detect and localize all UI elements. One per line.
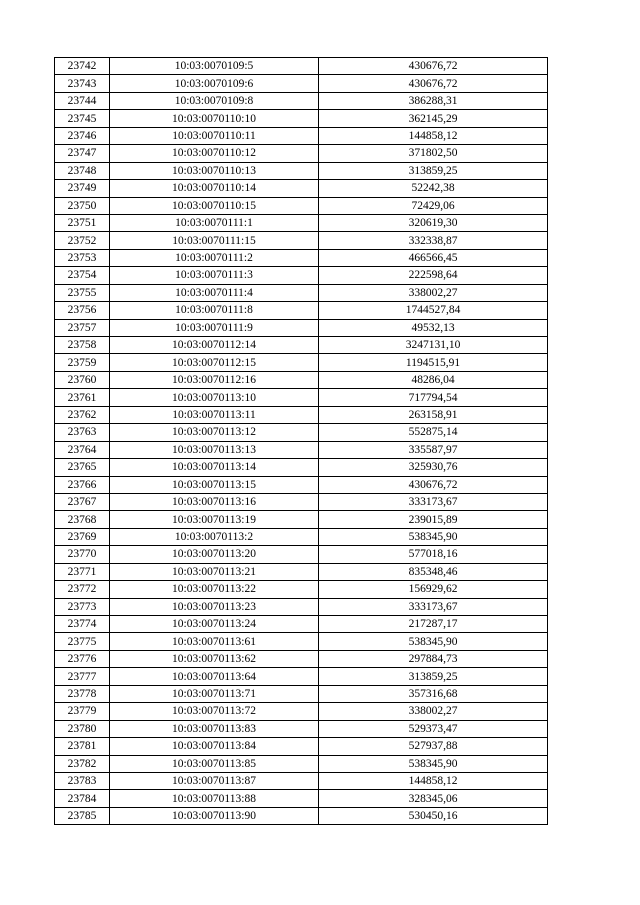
table-row — [55, 197, 548, 214]
value-cell: 297884,73 — [319, 650, 548, 667]
row-number-cell: 23764 — [55, 441, 110, 458]
cadastral-number-cell: 10:03:0070113:15 — [110, 476, 319, 493]
row-number-cell: 23770 — [55, 546, 110, 563]
table-row — [55, 598, 548, 615]
table-row — [55, 75, 548, 92]
value-cell: 430676,72 — [319, 58, 548, 75]
value-cell: 320619,30 — [319, 214, 548, 231]
table-row — [55, 668, 548, 685]
value-cell: 1744527,84 — [319, 302, 548, 319]
table-row — [55, 807, 548, 824]
cadastral-number-cell: 10:03:0070113:83 — [110, 720, 319, 737]
value-cell: 577018,16 — [319, 546, 548, 563]
row-number-cell: 23743 — [55, 75, 110, 92]
value-cell: 357316,68 — [319, 685, 548, 702]
cadastral-number-cell: 10:03:0070109:5 — [110, 58, 319, 75]
row-number-cell: 23748 — [55, 162, 110, 179]
row-number-cell: 23756 — [55, 302, 110, 319]
value-cell: 527937,88 — [319, 738, 548, 755]
row-number-cell: 23745 — [55, 110, 110, 127]
cadastral-number-cell: 10:03:0070111:3 — [110, 267, 319, 284]
table-row — [55, 772, 548, 789]
table-row — [55, 755, 548, 772]
table-row — [55, 790, 548, 807]
table-row — [55, 232, 548, 249]
table-row — [55, 319, 548, 336]
row-number-cell: 23785 — [55, 807, 110, 824]
row-number-cell: 23763 — [55, 424, 110, 441]
value-cell: 1194515,91 — [319, 354, 548, 371]
table-row — [55, 441, 548, 458]
cadastral-number-cell: 10:03:0070113:13 — [110, 441, 319, 458]
cadastral-number-cell: 10:03:0070112:14 — [110, 337, 319, 354]
value-cell: 313859,25 — [319, 162, 548, 179]
row-number-cell: 23742 — [55, 58, 110, 75]
row-number-cell: 23776 — [55, 650, 110, 667]
value-cell: 538345,90 — [319, 633, 548, 650]
row-number-cell: 23753 — [55, 249, 110, 266]
value-cell: 371802,50 — [319, 145, 548, 162]
table-row — [55, 284, 548, 301]
cadastral-number-cell: 10:03:0070110:12 — [110, 145, 319, 162]
value-cell: 325930,76 — [319, 459, 548, 476]
cadastral-number-cell: 10:03:0070109:8 — [110, 92, 319, 109]
table-row — [55, 249, 548, 266]
table-row — [55, 406, 548, 423]
value-cell: 263158,91 — [319, 406, 548, 423]
value-cell: 430676,72 — [319, 75, 548, 92]
table-row — [55, 703, 548, 720]
row-number-cell: 23749 — [55, 180, 110, 197]
cadastral-number-cell: 10:03:0070110:14 — [110, 180, 319, 197]
value-cell: 3247131,10 — [319, 337, 548, 354]
cadastral-number-cell: 10:03:0070113:88 — [110, 790, 319, 807]
table-row — [55, 528, 548, 545]
value-cell: 217287,17 — [319, 616, 548, 633]
value-cell: 335587,97 — [319, 441, 548, 458]
value-cell: 48286,04 — [319, 371, 548, 388]
cadastral-number-cell: 10:03:0070113:16 — [110, 493, 319, 510]
value-cell: 530450,16 — [319, 807, 548, 824]
row-number-cell: 23758 — [55, 337, 110, 354]
row-number-cell: 23760 — [55, 371, 110, 388]
table-row — [55, 720, 548, 737]
cadastral-number-cell: 10:03:0070113:24 — [110, 616, 319, 633]
cadastral-number-cell: 10:03:0070113:2 — [110, 528, 319, 545]
value-cell: 338002,27 — [319, 284, 548, 301]
row-number-cell: 23783 — [55, 772, 110, 789]
table-row — [55, 180, 548, 197]
cadastral-number-cell: 10:03:0070113:22 — [110, 581, 319, 598]
row-number-cell: 23757 — [55, 319, 110, 336]
row-number-cell: 23744 — [55, 92, 110, 109]
table-row — [55, 389, 548, 406]
table-row — [55, 633, 548, 650]
cadastral-number-cell: 10:03:0070109:6 — [110, 75, 319, 92]
value-cell: 333173,67 — [319, 493, 548, 510]
row-number-cell: 23747 — [55, 145, 110, 162]
row-number-cell: 23780 — [55, 720, 110, 737]
cadastral-number-cell: 10:03:0070113:19 — [110, 511, 319, 528]
row-number-cell: 23768 — [55, 511, 110, 528]
value-cell: 49532,13 — [319, 319, 548, 336]
row-number-cell: 23752 — [55, 232, 110, 249]
row-number-cell: 23761 — [55, 389, 110, 406]
row-number-cell: 23781 — [55, 738, 110, 755]
cadastral-number-cell: 10:03:0070111:2 — [110, 249, 319, 266]
table-row — [55, 738, 548, 755]
cadastral-number-cell: 10:03:0070113:12 — [110, 424, 319, 441]
table-row — [55, 110, 548, 127]
table-row — [55, 92, 548, 109]
row-number-cell: 23767 — [55, 493, 110, 510]
table-row — [55, 424, 548, 441]
table-row — [55, 267, 548, 284]
cadastral-number-cell: 10:03:0070113:14 — [110, 459, 319, 476]
table-row — [55, 162, 548, 179]
table-row — [55, 511, 548, 528]
table-row — [55, 371, 548, 388]
table-row — [55, 337, 548, 354]
table-row — [55, 58, 548, 75]
table-row — [55, 459, 548, 476]
value-cell: 156929,62 — [319, 581, 548, 598]
row-number-cell: 23754 — [55, 267, 110, 284]
value-cell: 529373,47 — [319, 720, 548, 737]
row-number-cell: 23766 — [55, 476, 110, 493]
row-number-cell: 23750 — [55, 197, 110, 214]
row-number-cell: 23755 — [55, 284, 110, 301]
cadastral-number-cell: 10:03:0070110:10 — [110, 110, 319, 127]
cadastral-number-cell: 10:03:0070113:84 — [110, 738, 319, 755]
row-number-cell: 23778 — [55, 685, 110, 702]
row-number-cell: 23779 — [55, 703, 110, 720]
table-row — [55, 354, 548, 371]
cadastral-number-cell: 10:03:0070113:62 — [110, 650, 319, 667]
value-cell: 835348,46 — [319, 563, 548, 580]
cadastral-number-cell: 10:03:0070113:71 — [110, 685, 319, 702]
value-cell: 466566,45 — [319, 249, 548, 266]
cadastral-number-cell: 10:03:0070112:15 — [110, 354, 319, 371]
value-cell: 222598,64 — [319, 267, 548, 284]
row-number-cell: 23772 — [55, 581, 110, 598]
cadastral-number-cell: 10:03:0070111:4 — [110, 284, 319, 301]
table-row — [55, 616, 548, 633]
data-table — [54, 57, 548, 825]
cadastral-number-cell: 10:03:0070113:10 — [110, 389, 319, 406]
cadastral-number-cell: 10:03:0070113:90 — [110, 807, 319, 824]
value-cell: 386288,31 — [319, 92, 548, 109]
table-row — [55, 546, 548, 563]
value-cell: 239015,89 — [319, 511, 548, 528]
cadastral-number-cell: 10:03:0070113:61 — [110, 633, 319, 650]
cadastral-number-cell: 10:03:0070113:11 — [110, 406, 319, 423]
value-cell: 538345,90 — [319, 755, 548, 772]
cadastral-number-cell: 10:03:0070113:21 — [110, 563, 319, 580]
cadastral-number-cell: 10:03:0070113:23 — [110, 598, 319, 615]
value-cell: 72429,06 — [319, 197, 548, 214]
value-cell: 328345,06 — [319, 790, 548, 807]
value-cell: 717794,54 — [319, 389, 548, 406]
table-row — [55, 563, 548, 580]
row-number-cell: 23774 — [55, 616, 110, 633]
value-cell: 552875,14 — [319, 424, 548, 441]
cadastral-number-cell: 10:03:0070111:15 — [110, 232, 319, 249]
row-number-cell: 23777 — [55, 668, 110, 685]
row-number-cell: 23762 — [55, 406, 110, 423]
value-cell: 362145,29 — [319, 110, 548, 127]
value-cell: 52242,38 — [319, 180, 548, 197]
value-cell: 313859,25 — [319, 668, 548, 685]
row-number-cell: 23746 — [55, 127, 110, 144]
row-number-cell: 23782 — [55, 755, 110, 772]
cadastral-number-cell: 10:03:0070110:13 — [110, 162, 319, 179]
cadastral-number-cell: 10:03:0070110:15 — [110, 197, 319, 214]
value-cell: 430676,72 — [319, 476, 548, 493]
table-body — [55, 58, 548, 825]
row-number-cell: 23784 — [55, 790, 110, 807]
row-number-cell: 23765 — [55, 459, 110, 476]
cadastral-number-cell: 10:03:0070113:72 — [110, 703, 319, 720]
row-number-cell: 23775 — [55, 633, 110, 650]
table-row — [55, 581, 548, 598]
cadastral-number-cell: 10:03:0070113:64 — [110, 668, 319, 685]
row-number-cell: 23773 — [55, 598, 110, 615]
table-row — [55, 214, 548, 231]
value-cell: 338002,27 — [319, 703, 548, 720]
cadastral-number-cell: 10:03:0070110:11 — [110, 127, 319, 144]
row-number-cell: 23751 — [55, 214, 110, 231]
table-row — [55, 145, 548, 162]
table-row — [55, 685, 548, 702]
value-cell: 332338,87 — [319, 232, 548, 249]
cadastral-number-cell: 10:03:0070111:9 — [110, 319, 319, 336]
table-row — [55, 650, 548, 667]
cadastral-number-cell: 10:03:0070113:20 — [110, 546, 319, 563]
row-number-cell: 23759 — [55, 354, 110, 371]
row-number-cell: 23771 — [55, 563, 110, 580]
cadastral-number-cell: 10:03:0070112:16 — [110, 371, 319, 388]
value-cell: 538345,90 — [319, 528, 548, 545]
value-cell: 144858,12 — [319, 772, 548, 789]
value-cell: 333173,67 — [319, 598, 548, 615]
table-row — [55, 476, 548, 493]
table-row — [55, 493, 548, 510]
cadastral-number-cell: 10:03:0070111:8 — [110, 302, 319, 319]
cadastral-number-cell: 10:03:0070111:1 — [110, 214, 319, 231]
cadastral-number-cell: 10:03:0070113:85 — [110, 755, 319, 772]
row-number-cell: 23769 — [55, 528, 110, 545]
cadastral-number-cell: 10:03:0070113:87 — [110, 772, 319, 789]
value-cell: 144858,12 — [319, 127, 548, 144]
table-row — [55, 127, 548, 144]
table-row — [55, 302, 548, 319]
